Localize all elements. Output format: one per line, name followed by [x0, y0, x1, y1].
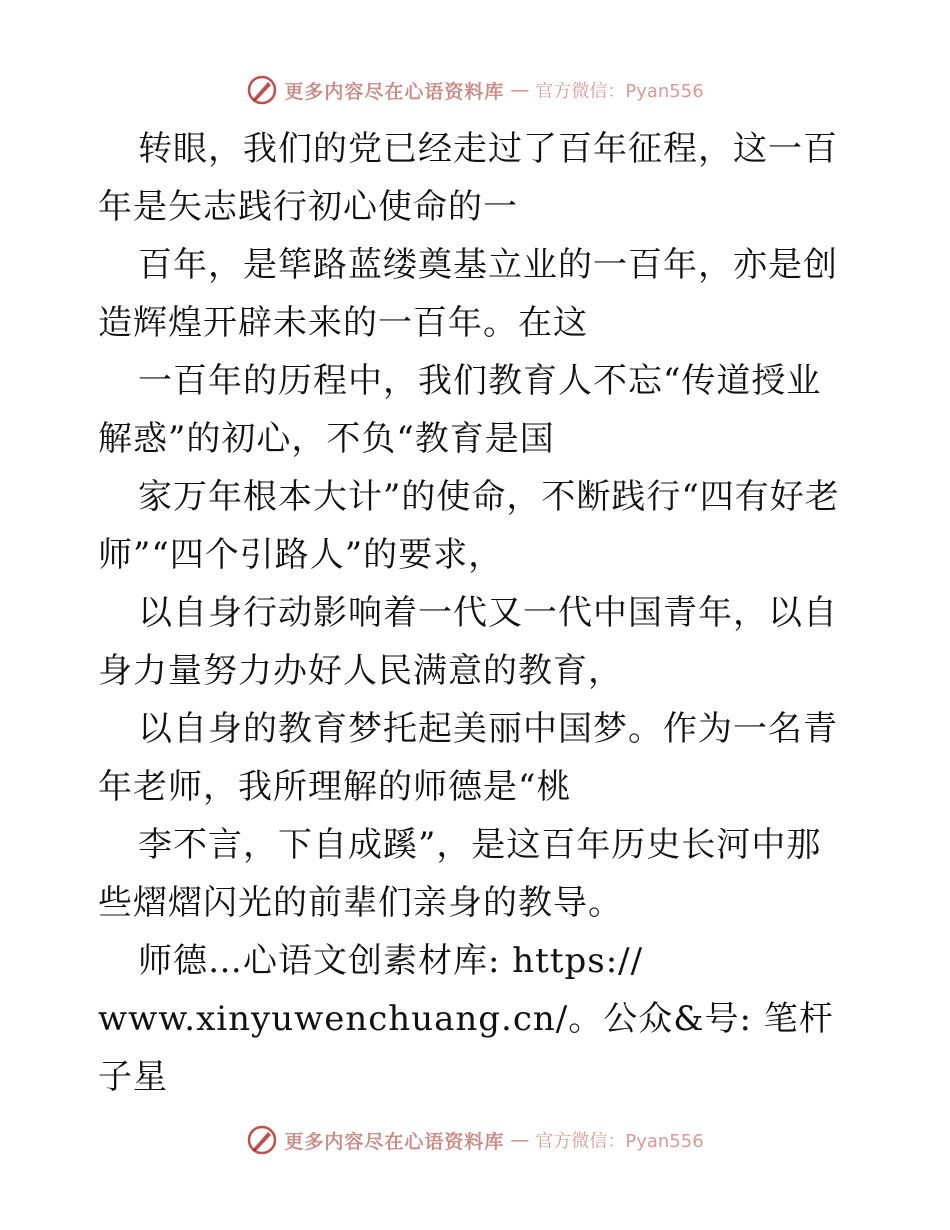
paragraph-7: 李不言，下自成蹊”，是这百年历史长河中那些熠熠闪光的前辈们亲身的教导。 — [98, 825, 822, 923]
url-line: www.xinyuwenchuang.cn/。公众&号: 笔杆子星 — [98, 999, 834, 1097]
pen-logo-icon — [246, 1124, 278, 1156]
footer-watermark-banner — [0, 1120, 950, 1160]
header-watermark-banner — [0, 70, 950, 110]
banner-main-text: 更多内容尽在心语资料库 — [284, 80, 505, 103]
banner-main-text: 更多内容尽在心语资料库 — [284, 1130, 505, 1153]
banner-dash: — — [510, 1129, 530, 1151]
banner-wechat-text: 官方微信：Pyan556 — [535, 81, 704, 102]
banner-dash: — — [510, 79, 530, 101]
paragraph-6: 以自身的教育梦托起美丽中国梦。作为一名青年老师，我所理解的师德是“桃 — [98, 709, 838, 807]
paragraph-5: 以自身行动影响着一代又一代中国青年，以自身力量努力办好人民满意的教育， — [98, 593, 838, 691]
pen-logo-icon — [246, 74, 278, 106]
paragraph-1: 转眼，我们的党已经走过了百年征程，这一百年是矢志践行初心使命的一 — [98, 129, 838, 227]
paragraph-2: 百年，是筚路蓝缕奠基立业的一百年，亦是创造辉煌开辟未来的一百年。在这 — [98, 245, 838, 343]
banner-wechat-text: 官方微信：Pyan556 — [535, 1131, 704, 1152]
paragraph-3: 一百年的历程中，我们教育人不忘“传道授业解惑”的初心，不负“教育是国 — [98, 361, 822, 459]
paragraph-8: 师德…心语文创素材库: https:// — [138, 941, 644, 981]
document-body — [98, 120, 853, 1106]
paragraph-4: 家万年根本大计”的使命，不断践行“四有好老师”“四个引路人”的要求， — [98, 477, 840, 575]
